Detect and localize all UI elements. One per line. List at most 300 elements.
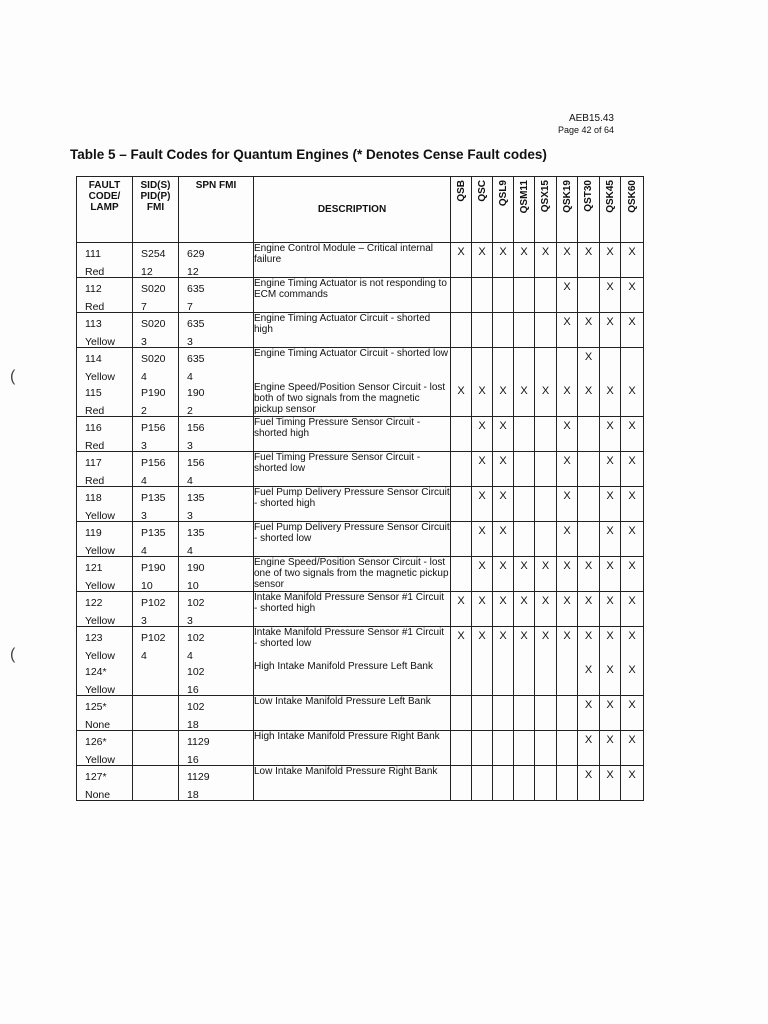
applicability-mark: X bbox=[584, 595, 593, 607]
engine-cell bbox=[621, 452, 644, 487]
applicability-mark: X bbox=[478, 630, 486, 642]
description-cell bbox=[254, 243, 451, 278]
applicability-mark bbox=[451, 731, 471, 765]
lamp-color: Yellow bbox=[85, 580, 115, 592]
spn-block bbox=[179, 557, 253, 591]
fault-code: 115 bbox=[85, 387, 102, 399]
spn-fmi: 10 bbox=[187, 580, 199, 592]
applicability-mark: X bbox=[499, 420, 507, 432]
sid-fmi: 3 bbox=[141, 510, 147, 522]
applicability-mark: X bbox=[606, 281, 614, 293]
sid-cell bbox=[133, 766, 179, 801]
sid-fmi: 10 bbox=[141, 580, 153, 592]
spn-block bbox=[179, 661, 253, 695]
applicability-mark: X bbox=[541, 595, 550, 607]
engine-cell bbox=[621, 766, 644, 801]
applicability-mark bbox=[578, 417, 599, 451]
applicability-mark: X bbox=[628, 316, 636, 328]
engine-cell bbox=[557, 487, 578, 522]
fault-description: Engine Speed/Position Sensor Circuit - lost both of two signals from the magnetic pickup sensor bbox=[254, 382, 446, 415]
spn-cell bbox=[179, 452, 254, 487]
engine-cell bbox=[472, 487, 493, 522]
engine-cell bbox=[535, 627, 557, 696]
spn-value: 1129 bbox=[187, 771, 210, 783]
fault-code: 118 bbox=[85, 492, 102, 504]
applicability-mark: X bbox=[541, 246, 550, 258]
applicability-mark: X bbox=[628, 246, 636, 258]
engine-cell bbox=[493, 452, 514, 487]
applicability-mark: X bbox=[628, 769, 636, 781]
table-row bbox=[77, 696, 644, 731]
applicability-mark bbox=[451, 417, 471, 451]
applicability-mark bbox=[451, 661, 471, 695]
engine-cell bbox=[472, 348, 493, 417]
sid-block bbox=[133, 627, 178, 661]
applicability-mark bbox=[493, 731, 513, 765]
fault-code-block bbox=[77, 452, 132, 486]
sid-block bbox=[133, 592, 178, 626]
sid-block bbox=[133, 313, 178, 347]
applicability-mark: X bbox=[606, 316, 614, 328]
spn-value: 635 bbox=[187, 318, 205, 330]
engine-cell bbox=[578, 522, 600, 557]
lamp-color: Yellow bbox=[85, 650, 115, 662]
engine-cell bbox=[557, 627, 578, 696]
spn-cell bbox=[179, 313, 254, 348]
fault-code-cell bbox=[77, 696, 133, 731]
col-header-engine: QSC bbox=[472, 177, 493, 243]
engine-cell bbox=[472, 557, 493, 592]
lamp-color: Red bbox=[85, 301, 105, 313]
sid-value: P190 bbox=[141, 562, 166, 574]
sid-fmi: 2 bbox=[141, 405, 147, 417]
applicability-mark: X bbox=[628, 595, 636, 607]
applicability-mark bbox=[535, 417, 556, 451]
applicability-mark bbox=[493, 348, 513, 382]
spn-value: 102 bbox=[187, 666, 205, 678]
sid-value: S020 bbox=[141, 353, 166, 365]
fault-description: Intake Manifold Pressure Sensor #1 Circuit - shorted high bbox=[254, 592, 445, 614]
spn-fmi: 4 bbox=[187, 545, 193, 557]
applicability-mark bbox=[451, 278, 471, 312]
sid-cell bbox=[133, 313, 179, 348]
engine-cell bbox=[493, 766, 514, 801]
applicability-mark bbox=[451, 696, 471, 730]
sid-block bbox=[133, 382, 178, 416]
applicability-mark bbox=[535, 278, 556, 312]
applicability-mark: X bbox=[628, 560, 636, 572]
applicability-mark: X bbox=[457, 595, 465, 607]
applicability-mark bbox=[472, 696, 492, 730]
applicability-mark bbox=[535, 696, 556, 730]
fault-code-block bbox=[77, 382, 132, 416]
engine-cell bbox=[514, 696, 535, 731]
applicability-mark: X bbox=[628, 525, 636, 537]
fault-code-block bbox=[77, 313, 132, 347]
engine-cell bbox=[451, 731, 472, 766]
engine-cell bbox=[514, 557, 535, 592]
spn-block bbox=[179, 592, 253, 626]
sid-block bbox=[133, 452, 178, 486]
engine-cell bbox=[535, 592, 557, 627]
applicability-mark: X bbox=[628, 281, 636, 293]
applicability-mark: X bbox=[563, 490, 571, 502]
engine-cell bbox=[578, 592, 600, 627]
spn-fmi: 3 bbox=[187, 615, 193, 627]
table-row bbox=[77, 731, 644, 766]
applicability-mark bbox=[514, 522, 534, 556]
engine-cell bbox=[451, 417, 472, 452]
engine-cell bbox=[578, 487, 600, 522]
sid-cell bbox=[133, 522, 179, 557]
spn-fmi: 18 bbox=[187, 789, 199, 801]
engine-cell bbox=[578, 452, 600, 487]
fault-description: Low Intake Manifold Pressure Left Bank bbox=[254, 696, 431, 707]
engine-cell bbox=[472, 731, 493, 766]
sid-cell bbox=[133, 696, 179, 731]
fault-code-cell bbox=[77, 627, 133, 696]
fault-code-cell bbox=[77, 592, 133, 627]
fault-code-table bbox=[76, 176, 644, 801]
applicability-mark bbox=[557, 661, 577, 695]
applicability-mark: X bbox=[584, 699, 593, 711]
fault-code-cell bbox=[77, 766, 133, 801]
engine-cell bbox=[451, 522, 472, 557]
engine-cell bbox=[600, 313, 621, 348]
sid-cell bbox=[133, 348, 179, 417]
sid-fmi: 4 bbox=[141, 371, 147, 383]
applicability-mark: X bbox=[499, 630, 507, 642]
applicability-mark bbox=[535, 487, 556, 521]
applicability-mark bbox=[535, 348, 556, 382]
applicability-mark: X bbox=[606, 699, 614, 711]
engine-cell bbox=[472, 313, 493, 348]
applicability-mark: X bbox=[457, 246, 465, 258]
sid-value: S020 bbox=[141, 318, 166, 330]
engine-cell bbox=[535, 731, 557, 766]
applicability-mark bbox=[451, 313, 471, 347]
spn-block bbox=[179, 382, 253, 416]
spn-cell bbox=[179, 731, 254, 766]
fault-code-cell bbox=[77, 557, 133, 592]
sid-block bbox=[133, 557, 178, 591]
description-cell bbox=[254, 592, 451, 627]
engine-cell bbox=[493, 348, 514, 417]
engine-cell bbox=[600, 348, 621, 417]
applicability-mark: X bbox=[606, 734, 614, 746]
sid-value: P102 bbox=[141, 597, 166, 609]
applicability-mark bbox=[557, 348, 577, 382]
engine-cell bbox=[600, 731, 621, 766]
engine-cell bbox=[557, 452, 578, 487]
applicability-mark: X bbox=[563, 281, 571, 293]
engine-cell bbox=[578, 348, 600, 417]
applicability-mark bbox=[451, 348, 471, 382]
sid-cell bbox=[133, 627, 179, 696]
spn-fmi: 3 bbox=[187, 336, 193, 348]
applicability-mark: X bbox=[478, 385, 486, 397]
applicability-mark bbox=[514, 278, 534, 312]
sid-block bbox=[133, 487, 178, 521]
engine-cell bbox=[514, 627, 535, 696]
engine-cell bbox=[493, 592, 514, 627]
fault-code-block bbox=[77, 522, 132, 556]
spn-block bbox=[179, 731, 253, 765]
col-header-engine: QST30 bbox=[578, 177, 600, 243]
fault-code-block bbox=[77, 766, 132, 800]
applicability-mark bbox=[514, 348, 534, 382]
description-cell bbox=[254, 766, 451, 801]
description-cell bbox=[254, 487, 451, 522]
applicability-mark bbox=[621, 348, 643, 382]
engine-cell bbox=[600, 592, 621, 627]
fault-code-block bbox=[77, 278, 132, 312]
engine-cell bbox=[493, 627, 514, 696]
spn-cell bbox=[179, 348, 254, 417]
engine-cell bbox=[621, 522, 644, 557]
table-row bbox=[77, 592, 644, 627]
fault-code: 124* bbox=[85, 666, 107, 678]
applicability-mark: X bbox=[499, 490, 507, 502]
spn-value: 102 bbox=[187, 701, 205, 713]
lamp-color: Yellow bbox=[85, 371, 115, 383]
table-row bbox=[77, 278, 644, 313]
applicability-mark: X bbox=[584, 246, 593, 258]
applicability-mark: X bbox=[499, 595, 507, 607]
applicability-mark: X bbox=[520, 560, 528, 572]
engine-cell bbox=[451, 627, 472, 696]
engine-cell bbox=[535, 696, 557, 731]
engine-cell bbox=[557, 278, 578, 313]
description-cell bbox=[254, 557, 451, 592]
engine-cell bbox=[557, 348, 578, 417]
sid-fmi: 4 bbox=[141, 650, 147, 662]
engine-cell bbox=[451, 243, 472, 278]
engine-cell bbox=[600, 487, 621, 522]
engine-cell bbox=[535, 417, 557, 452]
spn-block bbox=[179, 278, 253, 312]
sid-block bbox=[133, 348, 178, 382]
applicability-mark: X bbox=[541, 560, 550, 572]
spn-cell bbox=[179, 243, 254, 278]
spn-fmi: 4 bbox=[187, 371, 193, 383]
applicability-mark bbox=[451, 522, 471, 556]
spn-value: 190 bbox=[187, 562, 205, 574]
engine-cell bbox=[578, 696, 600, 731]
applicability-mark: X bbox=[563, 316, 571, 328]
spn-block bbox=[179, 522, 253, 556]
applicability-mark bbox=[514, 313, 534, 347]
fault-code-cell bbox=[77, 452, 133, 487]
sid-cell bbox=[133, 487, 179, 522]
col-header-engine: QSL9 bbox=[493, 177, 514, 243]
applicability-mark: X bbox=[499, 246, 507, 258]
spn-block bbox=[179, 766, 253, 800]
sid-cell bbox=[133, 417, 179, 452]
engine-cell bbox=[535, 348, 557, 417]
engine-cell bbox=[514, 348, 535, 417]
fault-description: Intake Manifold Pressure Sensor #1 Circuit - shorted low bbox=[254, 627, 445, 649]
engine-cell bbox=[535, 522, 557, 557]
lamp-color: None bbox=[85, 789, 111, 801]
applicability-mark bbox=[578, 487, 599, 521]
applicability-mark bbox=[557, 766, 577, 800]
engine-cell bbox=[493, 313, 514, 348]
engine-cell bbox=[451, 348, 472, 417]
fault-code: 119 bbox=[85, 527, 102, 539]
fault-description: Fuel Timing Pressure Sensor Circuit - shorted high bbox=[254, 417, 421, 439]
fault-code: 112 bbox=[85, 283, 102, 295]
lamp-color: Yellow bbox=[85, 684, 115, 696]
engine-cell bbox=[578, 278, 600, 313]
fault-description: Engine Control Module – Critical internal failure bbox=[254, 243, 433, 265]
spn-fmi: 16 bbox=[187, 754, 199, 766]
table-header-row bbox=[77, 177, 644, 243]
spn-block bbox=[179, 696, 253, 730]
applicability-mark bbox=[451, 487, 471, 521]
applicability-mark: X bbox=[563, 420, 571, 432]
spn-cell bbox=[179, 417, 254, 452]
spn-value: 629 bbox=[187, 248, 205, 260]
sid-fmi: 7 bbox=[141, 301, 147, 313]
fault-description: Engine Timing Actuator Circuit - shorted low bbox=[254, 348, 448, 359]
description-cell bbox=[254, 278, 451, 313]
description-cell bbox=[254, 627, 451, 696]
table-row bbox=[77, 557, 644, 592]
applicability-mark bbox=[578, 522, 599, 556]
applicability-mark: X bbox=[499, 385, 507, 397]
engine-cell bbox=[621, 278, 644, 313]
applicability-mark bbox=[451, 557, 471, 591]
fault-code-block bbox=[77, 417, 132, 451]
applicability-mark: X bbox=[563, 560, 571, 572]
applicability-mark: X bbox=[606, 525, 614, 537]
spn-value: 635 bbox=[187, 353, 205, 365]
engine-cell bbox=[472, 592, 493, 627]
engine-cell bbox=[451, 313, 472, 348]
fault-code-cell bbox=[77, 417, 133, 452]
spn-value: 135 bbox=[187, 492, 205, 504]
applicability-mark: X bbox=[628, 490, 636, 502]
engine-cell bbox=[451, 278, 472, 313]
applicability-mark bbox=[600, 348, 620, 382]
applicability-mark: X bbox=[606, 630, 614, 642]
description-cell bbox=[254, 452, 451, 487]
applicability-mark: X bbox=[606, 595, 614, 607]
engine-cell bbox=[535, 452, 557, 487]
engine-cell bbox=[557, 522, 578, 557]
spn-cell bbox=[179, 557, 254, 592]
applicability-mark bbox=[472, 278, 492, 312]
applicability-mark: X bbox=[563, 595, 571, 607]
col-header-spn: SPN FMI bbox=[179, 177, 254, 243]
spn-block bbox=[179, 417, 253, 451]
engine-cell bbox=[621, 696, 644, 731]
fault-code: 121 bbox=[85, 562, 103, 574]
engine-cell bbox=[600, 417, 621, 452]
engine-cell bbox=[621, 557, 644, 592]
spn-fmi: 4 bbox=[187, 650, 193, 662]
engine-cell bbox=[493, 557, 514, 592]
applicability-mark: X bbox=[606, 664, 614, 676]
applicability-mark bbox=[557, 696, 577, 730]
fault-code-block bbox=[77, 348, 132, 382]
engine-cell bbox=[493, 522, 514, 557]
applicability-mark: X bbox=[628, 455, 636, 467]
applicability-mark bbox=[514, 661, 534, 695]
fault-code-block bbox=[77, 487, 132, 521]
applicability-mark: X bbox=[563, 455, 571, 467]
sid-value: P135 bbox=[141, 492, 166, 504]
engine-cell bbox=[514, 417, 535, 452]
applicability-mark: X bbox=[563, 630, 571, 642]
spn-block bbox=[179, 452, 253, 486]
spn-cell bbox=[179, 278, 254, 313]
applicability-mark: X bbox=[457, 630, 465, 642]
sid-block bbox=[133, 731, 178, 765]
engine-cell bbox=[535, 243, 557, 278]
engine-cell bbox=[621, 487, 644, 522]
engine-cell bbox=[514, 278, 535, 313]
fault-description: Low Intake Manifold Pressure Right Bank bbox=[254, 766, 438, 777]
applicability-mark: X bbox=[563, 525, 571, 537]
engine-cell bbox=[578, 243, 600, 278]
engine-cell bbox=[535, 278, 557, 313]
fault-code: 114 bbox=[85, 353, 102, 365]
fault-code-cell bbox=[77, 278, 133, 313]
applicability-mark bbox=[493, 278, 513, 312]
applicability-mark: X bbox=[606, 420, 614, 432]
description-cell bbox=[254, 313, 451, 348]
lamp-color: Red bbox=[85, 266, 105, 278]
engine-cell bbox=[600, 627, 621, 696]
engine-cell bbox=[621, 592, 644, 627]
applicability-mark: X bbox=[520, 630, 528, 642]
spn-value: 635 bbox=[187, 283, 205, 295]
table-row bbox=[77, 452, 644, 487]
engine-cell bbox=[600, 557, 621, 592]
fault-code-block bbox=[77, 696, 132, 730]
engine-cell bbox=[578, 766, 600, 801]
applicability-mark bbox=[472, 348, 492, 382]
page-number: Page 42 of 64 bbox=[557, 125, 614, 135]
engine-cell bbox=[514, 766, 535, 801]
spn-value: 1129 bbox=[187, 736, 210, 748]
applicability-mark: X bbox=[584, 560, 593, 572]
spn-block bbox=[179, 348, 253, 382]
sid-block bbox=[133, 522, 178, 556]
engine-cell bbox=[600, 278, 621, 313]
sid-block bbox=[133, 417, 178, 451]
engine-cell bbox=[621, 731, 644, 766]
engine-cell bbox=[493, 243, 514, 278]
engine-cell bbox=[600, 452, 621, 487]
col-header-engine: QSX15 bbox=[535, 177, 557, 243]
spn-cell bbox=[179, 522, 254, 557]
applicability-mark bbox=[493, 696, 513, 730]
sid-cell bbox=[133, 731, 179, 766]
applicability-mark: X bbox=[541, 630, 550, 642]
lamp-color: Red bbox=[85, 440, 105, 452]
fault-description: Engine Speed/Position Sensor Circuit - lost one of two signals from the magnetic pickup sensor bbox=[254, 557, 449, 590]
fault-code-block bbox=[77, 243, 132, 277]
fault-code: 123 bbox=[85, 632, 103, 644]
engine-cell bbox=[493, 487, 514, 522]
applicability-mark: X bbox=[628, 734, 636, 746]
spn-block bbox=[179, 243, 253, 277]
spn-block bbox=[179, 487, 253, 521]
table-row bbox=[77, 487, 644, 522]
